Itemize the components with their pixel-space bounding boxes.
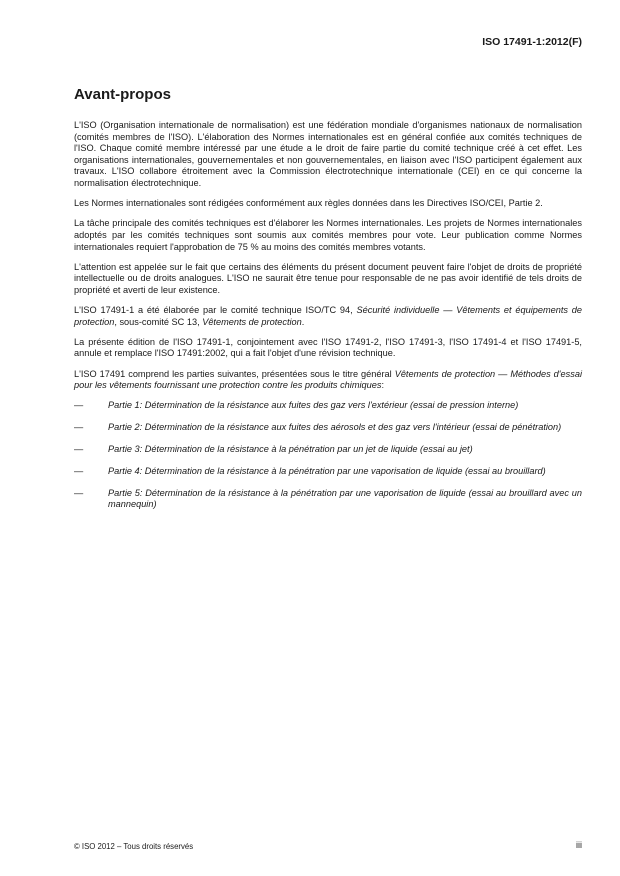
document-id: ISO 17491-1:2012(F) <box>482 36 582 48</box>
list-item <box>74 422 582 434</box>
list-dash: — <box>74 422 84 433</box>
list-item-text: Partie 4: Détermination de la résistance à la pénétration par une vaporisation de liquide (essai au brouillard) <box>108 465 546 476</box>
list-dash: — <box>74 487 84 498</box>
committee-title: Sécurité individuelle — Vêtements et équipements de protection <box>74 305 582 327</box>
document-body <box>74 120 582 521</box>
footer-copyright: © ISO 2012 – Tous droits réservés <box>74 842 194 851</box>
paragraph-parts-intro <box>74 369 582 392</box>
list-item <box>74 488 582 511</box>
paragraph-edition-notice: La présente édition de l'ISO 17491-1, conjointement avec l'ISO 17491-2, l'ISO 17491-3, l'ISO 17491-4 et l'ISO 17491-5, annule et remplace l'ISO 17491:2002, qui a fait l'objet d'une révision technique. <box>74 336 582 359</box>
list-dash: — <box>74 444 84 454</box>
list-item <box>74 444 582 456</box>
paragraph-committee-info <box>74 305 582 328</box>
paragraph-iso-organisation: L'ISO (Organisation internationale de normalisation) est une fédération mondiale d'organismes nationaux de normalisation (comités membres de l'ISO). L'élaboration des Normes internationales est en général confiée aux comités techniques de l'ISO. Chaque comité membre intéressé par une étude a le droit de faire partie du comité technique créé à cet effet. Les organisations internationales, gouvernementales et non gouvernementales, en liaison avec l'ISO participent également aux travaux. L'ISO collabore étroitement avec la Commission électrotechnique internationale (CEI) en ce qui concerne la normalisation électrotechnique. <box>74 120 582 188</box>
list-dash: — <box>74 465 84 476</box>
paragraph-directives: Les Normes internationales sont rédigées conformément aux règles données dans les Directives ISO/CEI, Partie 2. <box>74 198 543 209</box>
text-segment: L'ISO 17491 comprend les parties suivantes, présentées sous le titre général <box>74 368 395 379</box>
paragraph-patent-notice: L'attention est appelée sur le fait que certains des éléments du présent document peuvent faire l'objet de droits de propriété intellectuelle ou de droits analogues. L'ISO ne saurait être tenue pour responsable de ne pas avoir identifié de tels droits de propriété et averti de leur existence. <box>74 261 582 295</box>
list-dash: — <box>74 400 84 411</box>
text-segment: , sous-comité SC 13, <box>114 316 203 327</box>
list-item-text: Partie 3: Détermination de la résistance à la pénétration par un jet de liquide (essai au jet) <box>108 444 473 454</box>
section-title: Avant-propos <box>74 86 171 103</box>
list-item <box>74 466 582 478</box>
list-item-text: Partie 5: Détermination de la résistance à la pénétration par une vaporisation de liquide (essai au brouillard avec un mannequin) <box>108 487 582 510</box>
paragraph-technical-committees: La tâche principale des comités techniques est d'élaborer les Normes internationales. Les projets de Normes internationales adoptés par les comités techniques sont soumis aux comités membres pour vote. Leur publication comme Normes internationales requiert l'approbation de 75 % au moins des comités membres votants. <box>74 218 582 252</box>
subcommittee-title: Vêtements de protection <box>202 316 302 327</box>
list-item <box>74 400 582 412</box>
general-title: Vêtements de protection — Méthodes d'essai pour les vêtements fournissant une protection contre les produits chimiques <box>74 368 582 391</box>
text-segment: : <box>381 380 384 391</box>
page-number: iii <box>576 840 582 850</box>
list-item-text: Partie 1: Détermination de la résistance aux fuites des gaz vers l'extérieur (essai de pression interne) <box>108 400 519 411</box>
text-segment: L'ISO 17491-1 a été élaborée par le comité technique ISO/TC 94, <box>74 305 357 316</box>
parts-list <box>74 400 582 510</box>
text-segment: . <box>301 316 305 327</box>
list-item-text: Partie 2: Détermination de la résistance aux fuites des aérosols et des gaz vers l'intérieur (essai de pénétration) <box>108 422 562 433</box>
